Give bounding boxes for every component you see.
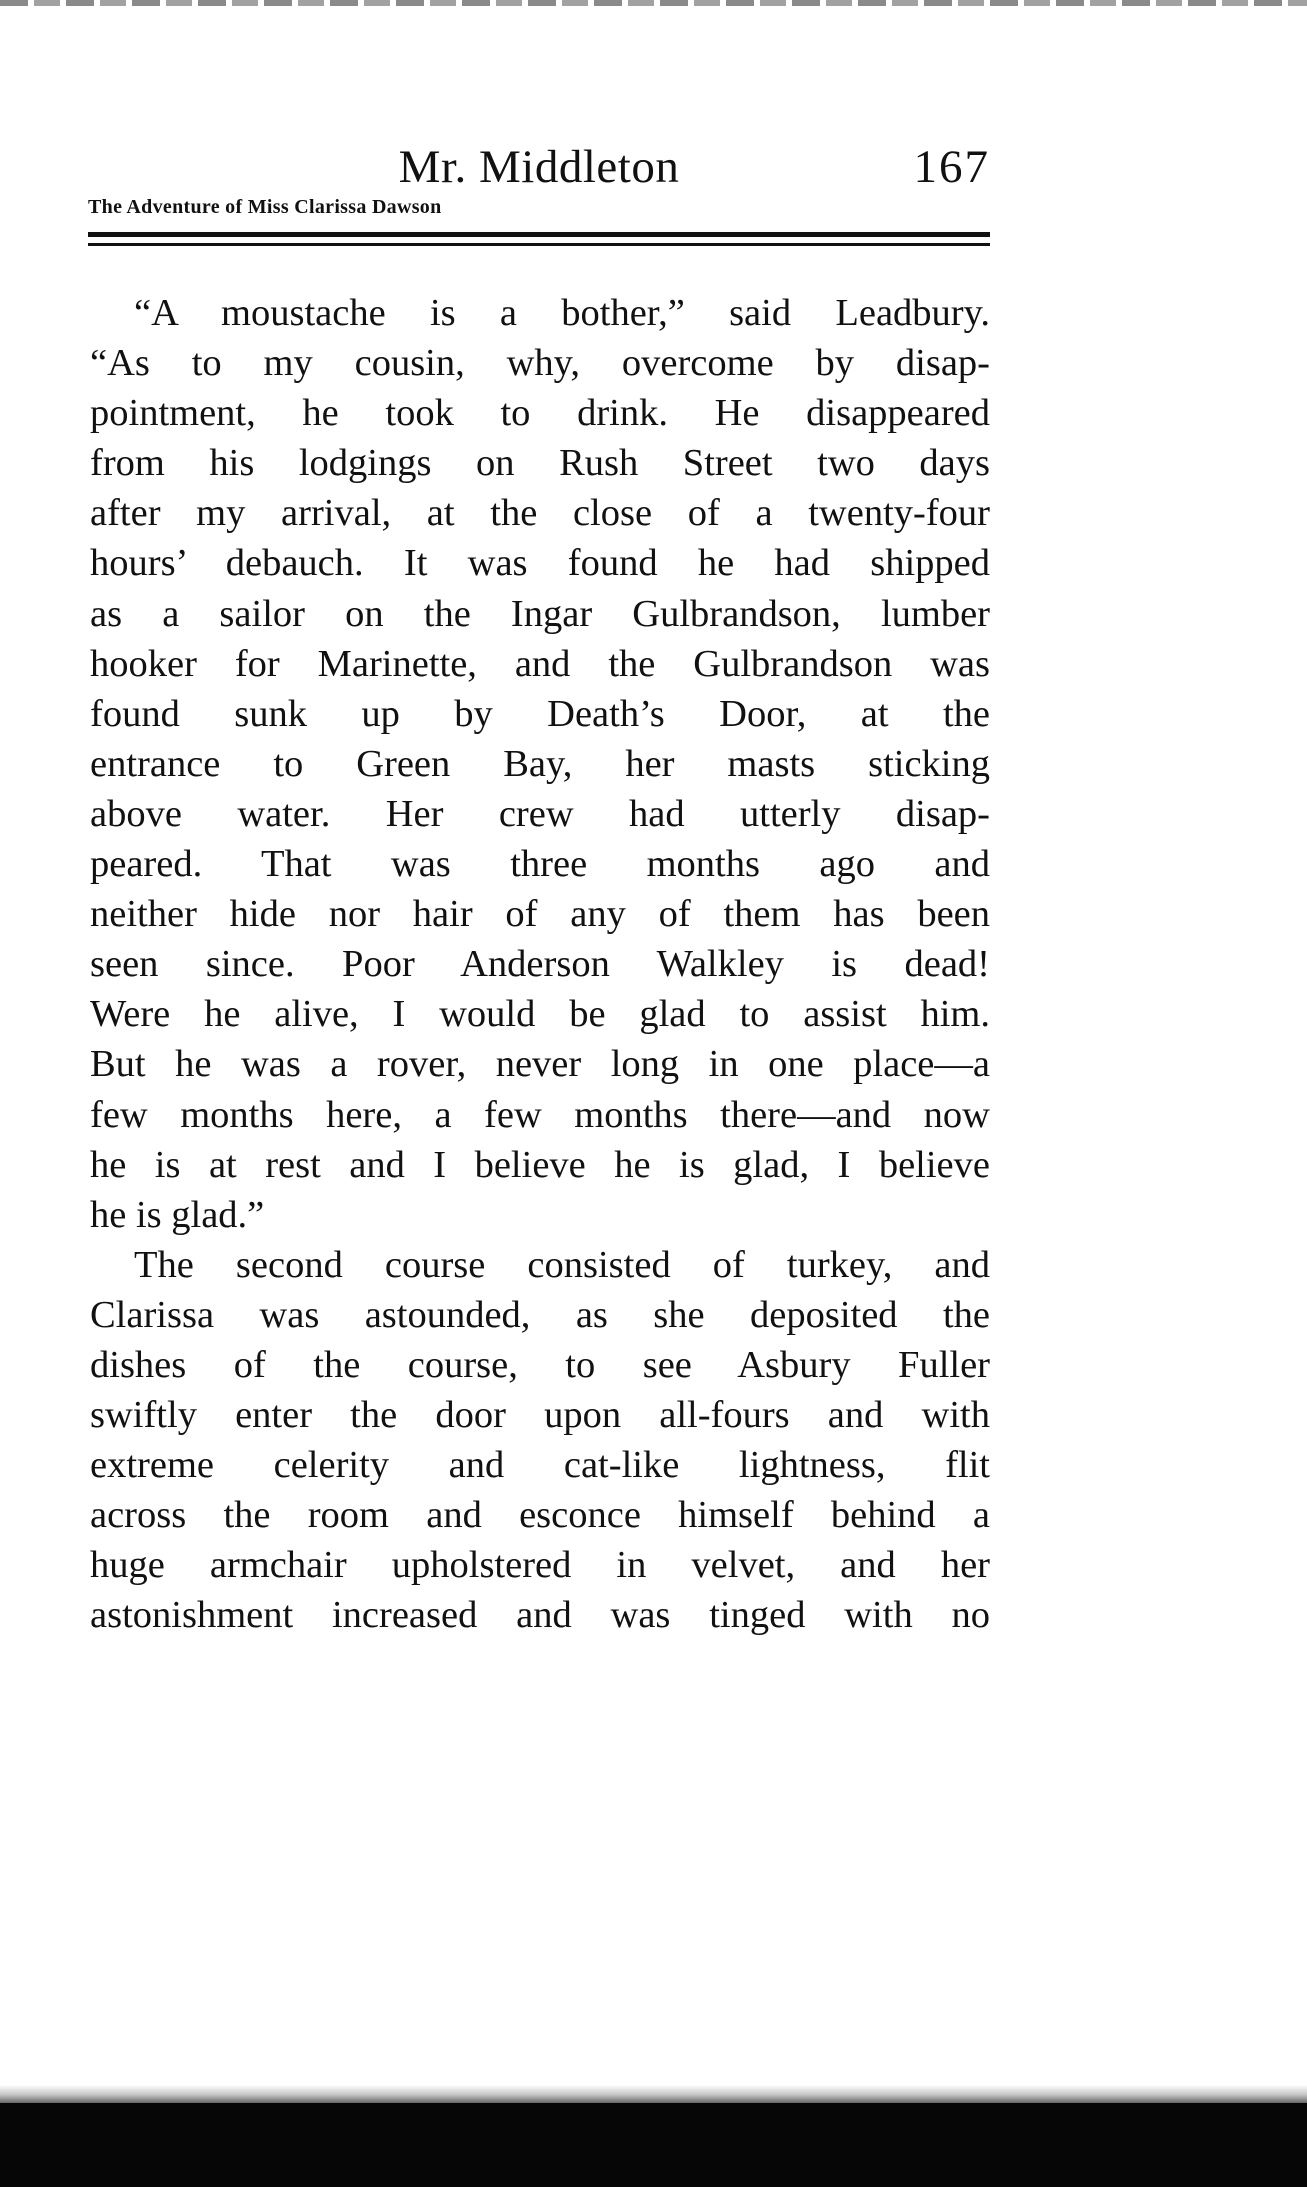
- text-line: Were he alive, I would be glad to assist him.: [90, 993, 990, 1036]
- running-subtitle: The Adventure of Miss Clarissa Dawson: [88, 196, 442, 218]
- text-line: Clarissa was astounded, as she deposited the: [90, 1293, 990, 1336]
- page-number: 167: [913, 141, 990, 193]
- text-line: hours’ debauch. It was found he had shipped: [90, 542, 990, 585]
- body-text: [90, 288, 990, 1641]
- text-line: after my arrival, at the close of a twenty-four: [90, 492, 990, 535]
- text-line: dishes of the course, to see Asbury Fuller: [90, 1343, 990, 1386]
- text-line: The second course consisted of turkey, and: [134, 1243, 990, 1286]
- text-line: hooker for Marinette, and the Gulbrandson was: [90, 642, 990, 685]
- text-line: he is glad.”: [90, 1193, 265, 1236]
- text-line: from his lodgings on Rush Street two days: [90, 442, 990, 485]
- text-line: extreme celerity and cat-like lightness, flit: [90, 1444, 990, 1487]
- text-line: entrance to Green Bay, her masts sticking: [90, 742, 990, 785]
- text-line: “As to my cousin, why, overcome by disap-: [90, 342, 990, 385]
- text-line: peared. That was three months ago and: [90, 843, 990, 886]
- text-line: as a sailor on the Ingar Gulbrandson, lumber: [90, 592, 990, 635]
- text-line: above water. Her crew had utterly disap-: [90, 792, 990, 835]
- header-rule-thin: [88, 243, 990, 246]
- text-line: neither hide nor hair of any of them has been: [90, 893, 990, 936]
- text-line: he is at rest and I believe he is glad, I believe: [90, 1143, 990, 1186]
- header-rule-thick: [88, 232, 990, 237]
- text-line: across the room and esconce himself behind a: [90, 1494, 990, 1537]
- scan-edge-bottom: [0, 2085, 1307, 2103]
- text-line: pointment, he took to drink. He disappeared: [90, 392, 990, 435]
- text-line: seen since. Poor Anderson Walkley is dead!: [90, 943, 990, 986]
- page-header: [88, 140, 990, 230]
- text-line: swiftly enter the door upon all-fours and with: [90, 1394, 990, 1437]
- text-line: astonishment increased and was tinged with no: [90, 1594, 990, 1637]
- text-line: But he was a rover, never long in one place—a: [90, 1043, 990, 1086]
- text-line: found sunk up by Death’s Door, at the: [90, 692, 990, 735]
- scan-edge-top: [0, 0, 1307, 6]
- text-line: huge armchair upholstered in velvet, and her: [90, 1544, 990, 1587]
- text-line: few months here, a few months there—and now: [90, 1093, 990, 1136]
- text-line: “A moustache is a bother,” said Leadbury.: [134, 292, 990, 334]
- scan-dark-band: [0, 2103, 1307, 2187]
- running-title: Mr. Middleton: [398, 141, 680, 193]
